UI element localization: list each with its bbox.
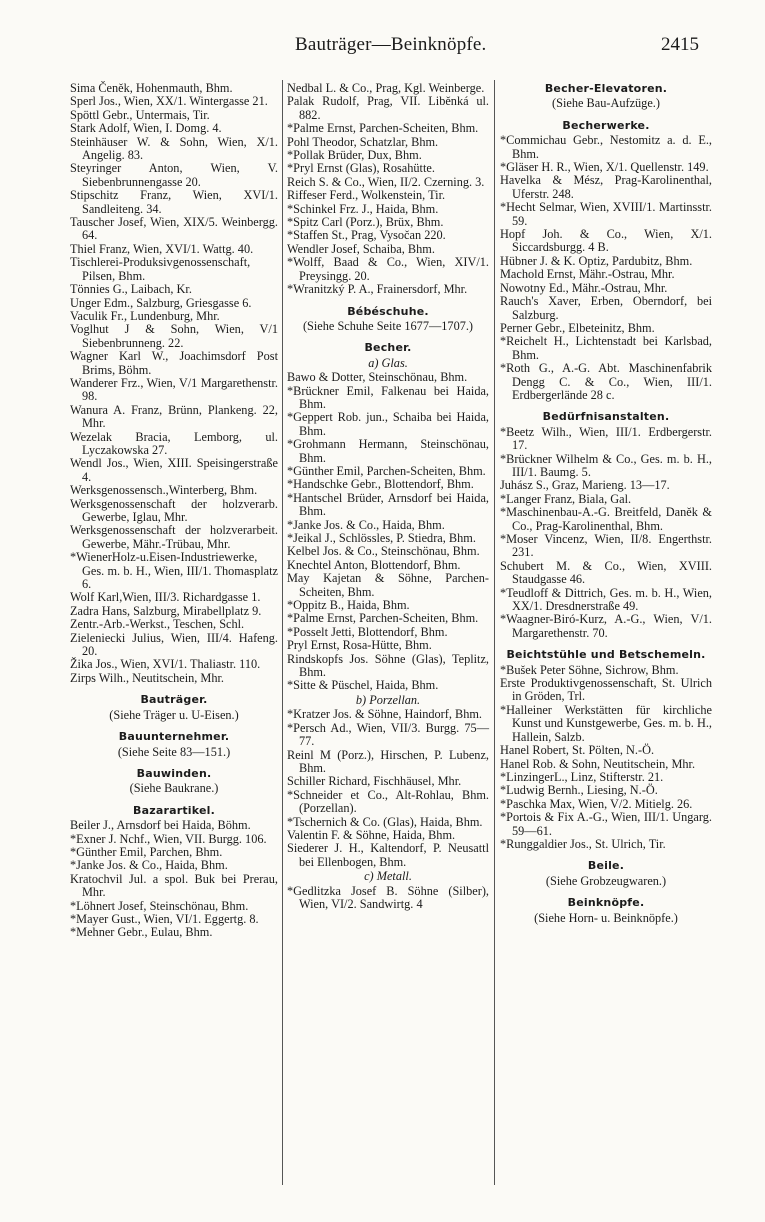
directory-entry: *Moser Vincenz, Wien, II/8. Engerthstr. 231. bbox=[500, 532, 712, 560]
directory-entry: *Gedlitzka Josef B. Söhne (Silber), Wien, VI/2. Sandwirtg. 4 bbox=[287, 883, 489, 911]
directory-entry: *Portois & Fix A.-G., Wien, III/1. Ungarg. 59—61. bbox=[500, 810, 712, 838]
directory-entry: Schiller Richard, Fischhäusel, Mhr. bbox=[287, 774, 462, 789]
page-header bbox=[0, 28, 765, 68]
directory-entry: *Geppert Rob. jun., Schaiba bei Haida, Bhm. bbox=[287, 410, 489, 438]
directory-entry: Havelka & Mész, Prag-Karolinenthal, Uferstr. 248. bbox=[500, 173, 712, 201]
entry-list bbox=[70, 82, 278, 685]
directory-entry: *Ludwig Bernh., Liesing, N.-Ö. bbox=[500, 783, 658, 798]
directory-entry: Wanderer Frz., Wien, V/1 Margarethenstr. 98. bbox=[70, 375, 278, 404]
directory-entry: *Langer Franz, Biala, Gal. bbox=[500, 491, 632, 506]
directory-entry: *Persch Ad., Wien, VII/3. Burgg. 75—77. bbox=[287, 720, 489, 749]
section-heading: Bedürfnisanstalten. bbox=[542, 410, 670, 424]
section-heading: Bazarartikel. bbox=[133, 803, 215, 817]
directory-entry: Rindskopfs Jos. Söhne (Glas), Teplitz, Bhm. bbox=[287, 651, 489, 680]
section-heading: Becherwerke. bbox=[562, 118, 650, 132]
directory-entry: Tauscher Josef, Wien, XIX/5. Weinbergg. 64. bbox=[70, 215, 278, 243]
directory-entry: Reinl M (Porz.), Hirschen, P. Lubenz, Bhm. bbox=[287, 747, 489, 775]
directory-entry: *Schneider et Co., Alt-Rohlau, Bhm. (Porzellan). bbox=[287, 787, 489, 816]
column-3 bbox=[500, 82, 712, 931]
directory-entry: Perner Gebr., Elbeteinitz, Bhm. bbox=[500, 320, 655, 335]
directory-entry: Steinhäuser W. & Sohn, Wien, X/1. Angelig. 83. bbox=[70, 134, 278, 163]
directory-entry: Juhász S., Graz, Marieng. 13—17. bbox=[500, 478, 670, 493]
entry-list bbox=[500, 664, 712, 852]
see-reference: (Siehe Seite 83—151.) bbox=[117, 744, 231, 759]
directory-entry: *Posselt Jetti, Blottendorf, Bhm. bbox=[287, 624, 448, 639]
directory-entry: Stipschitz Franz, Wien, XVI/1. Sandleiteng. 34. bbox=[70, 188, 278, 216]
entry-list bbox=[500, 426, 712, 641]
directory-entry: *Tschernich & Co. (Glas), Haida, Bhm. bbox=[287, 814, 483, 829]
page-title: Bauträger—Beinknöpfe. bbox=[295, 34, 487, 55]
section-heading: Beile. bbox=[587, 859, 625, 873]
directory-entry: *Janke Jos. & Co., Haida, Bhm. bbox=[70, 858, 228, 873]
see-reference: (Siehe Schuhe Seite 1677—1707.) bbox=[302, 318, 474, 333]
directory-entry: Wagner Karl W., Joachimsdorf Post Brims, Böhm. bbox=[70, 349, 278, 377]
directory-entry: Sperl Jos., Wien, XX/1. Wintergasse 21. bbox=[70, 94, 268, 109]
directory-entry: Thiel Franz, Wien, XVI/1. Wattg. 40. bbox=[70, 241, 254, 256]
directory-entry: Pryl Ernst, Rosa-Hütte, Bhm. bbox=[287, 638, 432, 653]
see-reference: (Siehe Bau-Aufzüge.) bbox=[552, 96, 660, 111]
see-reference: (Siehe Horn- u. Beinknöpfe.) bbox=[534, 910, 678, 925]
column-divider bbox=[282, 80, 283, 1185]
directory-entry: Stark Adolf, Wien, I. Domg. 4. bbox=[70, 121, 222, 136]
directory-entry: Erste Produktivgenossenschaft, St. Ulrich in Gröden, Trl. bbox=[500, 676, 712, 704]
directory-entry: Zadra Hans, Salzburg, Mirabellplatz 9. bbox=[70, 603, 262, 618]
section-heading: Becher. bbox=[364, 341, 412, 355]
see-reference: (Siehe Baukrane.) bbox=[129, 781, 219, 796]
directory-entry: *Löhnert Josef, Steinschönau, Bhm. bbox=[70, 898, 249, 913]
directory-entry: Hopf Joh. & Co., Wien, X/1. Siccardsburgg. 4 B. bbox=[500, 227, 712, 255]
directory-entry: Siederer J. H., Kaltendorf, P. Neusattl bei Ellenbogen, Bhm. bbox=[287, 841, 489, 869]
directory-entry: *Janke Jos. & Co., Haida, Bhm. bbox=[287, 517, 445, 532]
directory-entry: Werksgenossenschaft der holzverarb. Gewerbe, Iglau, Mhr. bbox=[70, 496, 278, 524]
directory-entry: *Hantschel Brüder, Arnsdorf bei Haida, Bhm. bbox=[287, 490, 489, 519]
directory-entry: Vaculik Fr., Lundenburg, Mhr. bbox=[70, 308, 220, 323]
section-heading: Bébéschuhe. bbox=[347, 304, 429, 318]
directory-entry: Hübner J. & K. Optiz, Pardubitz, Bhm. bbox=[500, 253, 693, 268]
directory-entry: Žika Jos., Wien, XVI/1. Thaliastr. 110. bbox=[70, 657, 261, 672]
directory-entry: *Runggaldier Jos., St. Ulrich, Tir. bbox=[500, 836, 666, 851]
directory-entry: Valentin F. & Söhne, Haida, Bhm. bbox=[287, 827, 456, 842]
directory-entry: *LinzingerL., Linz, Stifterstr. 21. bbox=[500, 769, 664, 784]
directory-entry: *Maschinenbau-A.-G. Breitfeld, Daněk & Co., Prag-Karolinenthal, Bhm. bbox=[500, 505, 712, 533]
directory-entry: *Wranitzký P. A., Frainersdorf, Mhr. bbox=[287, 282, 468, 297]
directory-entry: Palak Rudolf, Prag, VII. Liběnká ul. 882. bbox=[287, 94, 489, 122]
directory-entry: Wezelak Bracia, Lemborg, ul. Lyczakowska 27. bbox=[70, 429, 278, 457]
subsection-heading: a) Glas. bbox=[368, 355, 408, 370]
directory-entry: Beiler J., Arnsdorf bei Haida, Böhm. bbox=[70, 818, 251, 833]
entry-list bbox=[287, 371, 489, 693]
directory-entry: Pohl Theodor, Schatzlar, Bhm. bbox=[287, 134, 439, 149]
directory-entry: *Mehner Gebr., Eulau, Bhm. bbox=[70, 925, 213, 940]
directory-entry: *Jeikal J., Schlössles, P. Stiedra, Bhm. bbox=[287, 531, 476, 545]
see-reference: (Siehe Grobzeugwaren.) bbox=[545, 873, 667, 888]
directory-entry: *Schinkel Frz. J., Haida, Bhm. bbox=[287, 201, 439, 216]
section-heading: Becher-Elevatoren. bbox=[544, 82, 668, 95]
directory-entry: *Brückner Emil, Falkenau bei Haida, Bhm. bbox=[287, 383, 489, 411]
directory-entry: Wendl Jos., Wien, XIII. Speisingerstraße 4. bbox=[70, 456, 278, 484]
subsection-heading: c) Metall. bbox=[364, 869, 412, 884]
directory-entry: *Pollak Brüder, Dux, Bhm. bbox=[287, 148, 422, 163]
section-heading: Beichtstühle und Betschemeln. bbox=[506, 648, 706, 662]
directory-entry: Spöttl Gebr., Untermais, Tir. bbox=[70, 107, 210, 122]
directory-entry: Werksgenossensch.,Winterberg, Bhm. bbox=[70, 483, 258, 498]
directory-entry: *Reichelt H., Lichtenstadt bei Karlsbad, Bhm. bbox=[500, 334, 712, 362]
directory-entry: *Sitte & Püschel, Haida, Bhm. bbox=[287, 678, 439, 693]
directory-entry: *Brückner Wilhelm & Co., Ges. m. b. H., III/1. Baumg. 5. bbox=[500, 451, 712, 479]
entry-list bbox=[70, 819, 278, 940]
directory-entry: *Halleiner Werkstätten für kirchliche Kunst und Kunstgewerbe, Ges. m. b. H., Hallein, Salzb. bbox=[500, 702, 712, 744]
directory-entry: *Pryl Ernst (Glas), Rosahütte. bbox=[287, 161, 435, 176]
column-2 bbox=[287, 82, 489, 911]
directory-entry: *Handschke Gebr., Blottendorf, Bhm. bbox=[287, 477, 474, 492]
directory-entry: Rauch's Xaver, Erben, Oberndorf, bei Salzburg. bbox=[500, 294, 712, 322]
directory-entry: Tischlerei-Produksivgenossenschaft, Pilsen, Bhm. bbox=[70, 255, 251, 283]
directory-entry: Machold Ernst, Mähr.-Ostrau, Mhr. bbox=[500, 267, 675, 282]
directory-entry: Zirps Wilh., Neutitschein, Mhr. bbox=[70, 670, 224, 685]
directory-entry: Steyringer Anton, Wien, V. Siebenbrunnengasse 20. bbox=[70, 161, 278, 189]
directory-entry: *Kratzer Jos. & Söhne, Haindorf, Bhm. bbox=[287, 707, 483, 722]
directory-entry: *Oppitz B., Haida, Bhm. bbox=[287, 598, 410, 613]
directory-entry: Reich S. & Co., Wien, II/2. Czerning. 3. bbox=[287, 174, 485, 189]
directory-entry: *Palme Ernst, Parchen-Scheiten, Bhm. bbox=[287, 121, 479, 136]
directory-entry: Zentr.-Arb.-Werkst., Teschen, Schl. bbox=[70, 617, 245, 632]
directory-entry: Werksgenossenschaft der holzverarbeit. Gewerbe, Mähr.-Trübau, Mhr. bbox=[70, 523, 278, 551]
column-divider bbox=[494, 80, 495, 1185]
directory-entry: Zieleniecki Julius, Wien, III/4. Hafeng. 20. bbox=[70, 630, 278, 659]
directory-entry: *Spitz Carl (Porz.), Brüx, Bhm. bbox=[287, 215, 444, 230]
directory-entry: *Mayer Gust., Wien, VI/1. Eggertg. 8. bbox=[70, 911, 259, 926]
directory-entry: Wolf Karl,Wien, III/3. Richardgasse 1. bbox=[70, 590, 261, 605]
directory-entry: Unger Edm., Salzburg, Griesgasse 6. bbox=[70, 295, 252, 310]
directory-entry: *Roth G., A.-G. Abt. Maschinenfabrik Dengg C. & Co., Wien, III/1. Erdbergerlände 28 c. bbox=[500, 361, 712, 402]
directory-entry: Bawo & Dotter, Steinschönau, Bhm. bbox=[287, 370, 468, 385]
directory-entry: Nowotny Ed., Mähr.-Ostrau, Mhr. bbox=[500, 280, 668, 295]
directory-entry: *Günther Emil, Parchen-Scheiten, Bhm. bbox=[287, 463, 486, 478]
directory-entry: Kelbel Jos. & Co., Steinschönau, Bhm. bbox=[287, 544, 480, 559]
directory-entry: *Palme Ernst, Parchen-Scheiten, Bhm. bbox=[287, 611, 479, 626]
directory-entry: Riffeser Ferd., Wolkenstein, Tir. bbox=[287, 188, 446, 203]
directory-entry: *Grohmann Hermann, Steinschönau, Bhm. bbox=[287, 437, 489, 465]
directory-entry: Wanura A. Franz, Brünn, Plankeng. 22, Mhr. bbox=[70, 402, 278, 431]
directory-entry: *Paschka Max, Wien, V/2. Mitielg. 26. bbox=[500, 796, 693, 811]
directory-entry: *Günther Emil, Parchen, Bhm. bbox=[70, 844, 223, 859]
directory-entry: *Bušek Peter Söhne, Sichrow, Bhm. bbox=[500, 662, 679, 677]
directory-entry: *WienerHolz-u.Eisen-Industriewerke, Ges. m. b. H., Wien, III/1. Thomasplatz 6. bbox=[70, 550, 278, 592]
directory-entry: Sima Čeněk, Hohenmauth, Bhm. bbox=[70, 81, 233, 95]
section-heading: Beinknöpfe. bbox=[567, 896, 645, 910]
directory-entry: *Beetz Wilh., Wien, III/1. Erdbergerstr. 17. bbox=[500, 424, 712, 453]
directory-entry: Nedbal L. & Co., Prag, Kgl. Weinberge. bbox=[287, 81, 485, 95]
directory-entry: Tönnies G., Laibach, Kr. bbox=[70, 282, 192, 297]
directory-entry: *Hecht Selmar, Wien, XVIII/1. Martinsstr. 59. bbox=[500, 200, 712, 228]
directory-entry: Wendler Josef, Schaiba, Bhm. bbox=[287, 241, 435, 256]
directory-entry: *Commichau Gebr., Nestomitz a. d. E., Bhm. bbox=[500, 133, 712, 161]
directory-entry: *Staffen St., Prag, Vysočan 220. bbox=[287, 228, 446, 243]
directory-entry: *Gläser H. R., Wien, X/1. Quellenstr. 149. bbox=[500, 160, 709, 175]
column-1 bbox=[70, 82, 278, 940]
section-heading: Bauträger. bbox=[140, 693, 208, 707]
subsection-heading: b) Porzellan. bbox=[355, 692, 421, 707]
entry-list bbox=[287, 885, 489, 912]
directory-entry: *Exner J. Nchf., Wien, VII. Burgg. 106. bbox=[70, 831, 267, 846]
directory-entry: Kratochvil Jul. a spol. Buk bei Prerau, Mhr. bbox=[70, 871, 278, 900]
directory-entry: Hanel Robert, St. Pölten, N.-Ö. bbox=[500, 743, 655, 758]
directory-entry: Voglhut J & Sohn, Wien, V/1 Siebenbrunneng. 22. bbox=[70, 322, 278, 350]
directory-entry: Knechtel Anton, Blottendorf, Bhm. bbox=[287, 557, 461, 572]
directory-entry: *Wolff, Baad & Co., Wien, XIV/1. Preysingg. 20. bbox=[287, 255, 489, 283]
entry-list bbox=[287, 82, 489, 297]
section-heading: Bauunternehmer. bbox=[118, 730, 230, 744]
page-number: 2415 bbox=[661, 34, 699, 55]
directory-entry: Hanel Rob. & Sohn, Neutitschein, Mhr. bbox=[500, 756, 696, 771]
directory-entry: Schubert M. & Co., Wien, XVIII. Staudgasse 46. bbox=[500, 558, 712, 587]
directory-entry: *Teudloff & Dittrich, Ges. m. b. H., Wien, XX/1. Dresdnerstraße 49. bbox=[500, 585, 712, 614]
directory-entry: *Waagner-Biró-Kurz, A.-G., Wien, V/1. Margarethenstr. 70. bbox=[500, 612, 712, 640]
section-heading: Bauwinden. bbox=[136, 766, 212, 780]
directory-entry: May Kajetan & Söhne, Parchen-Scheiten, Bhm. bbox=[287, 571, 489, 599]
entry-list bbox=[500, 134, 712, 402]
entry-list bbox=[287, 708, 489, 869]
see-reference: (Siehe Träger u. U-Eisen.) bbox=[109, 707, 239, 722]
